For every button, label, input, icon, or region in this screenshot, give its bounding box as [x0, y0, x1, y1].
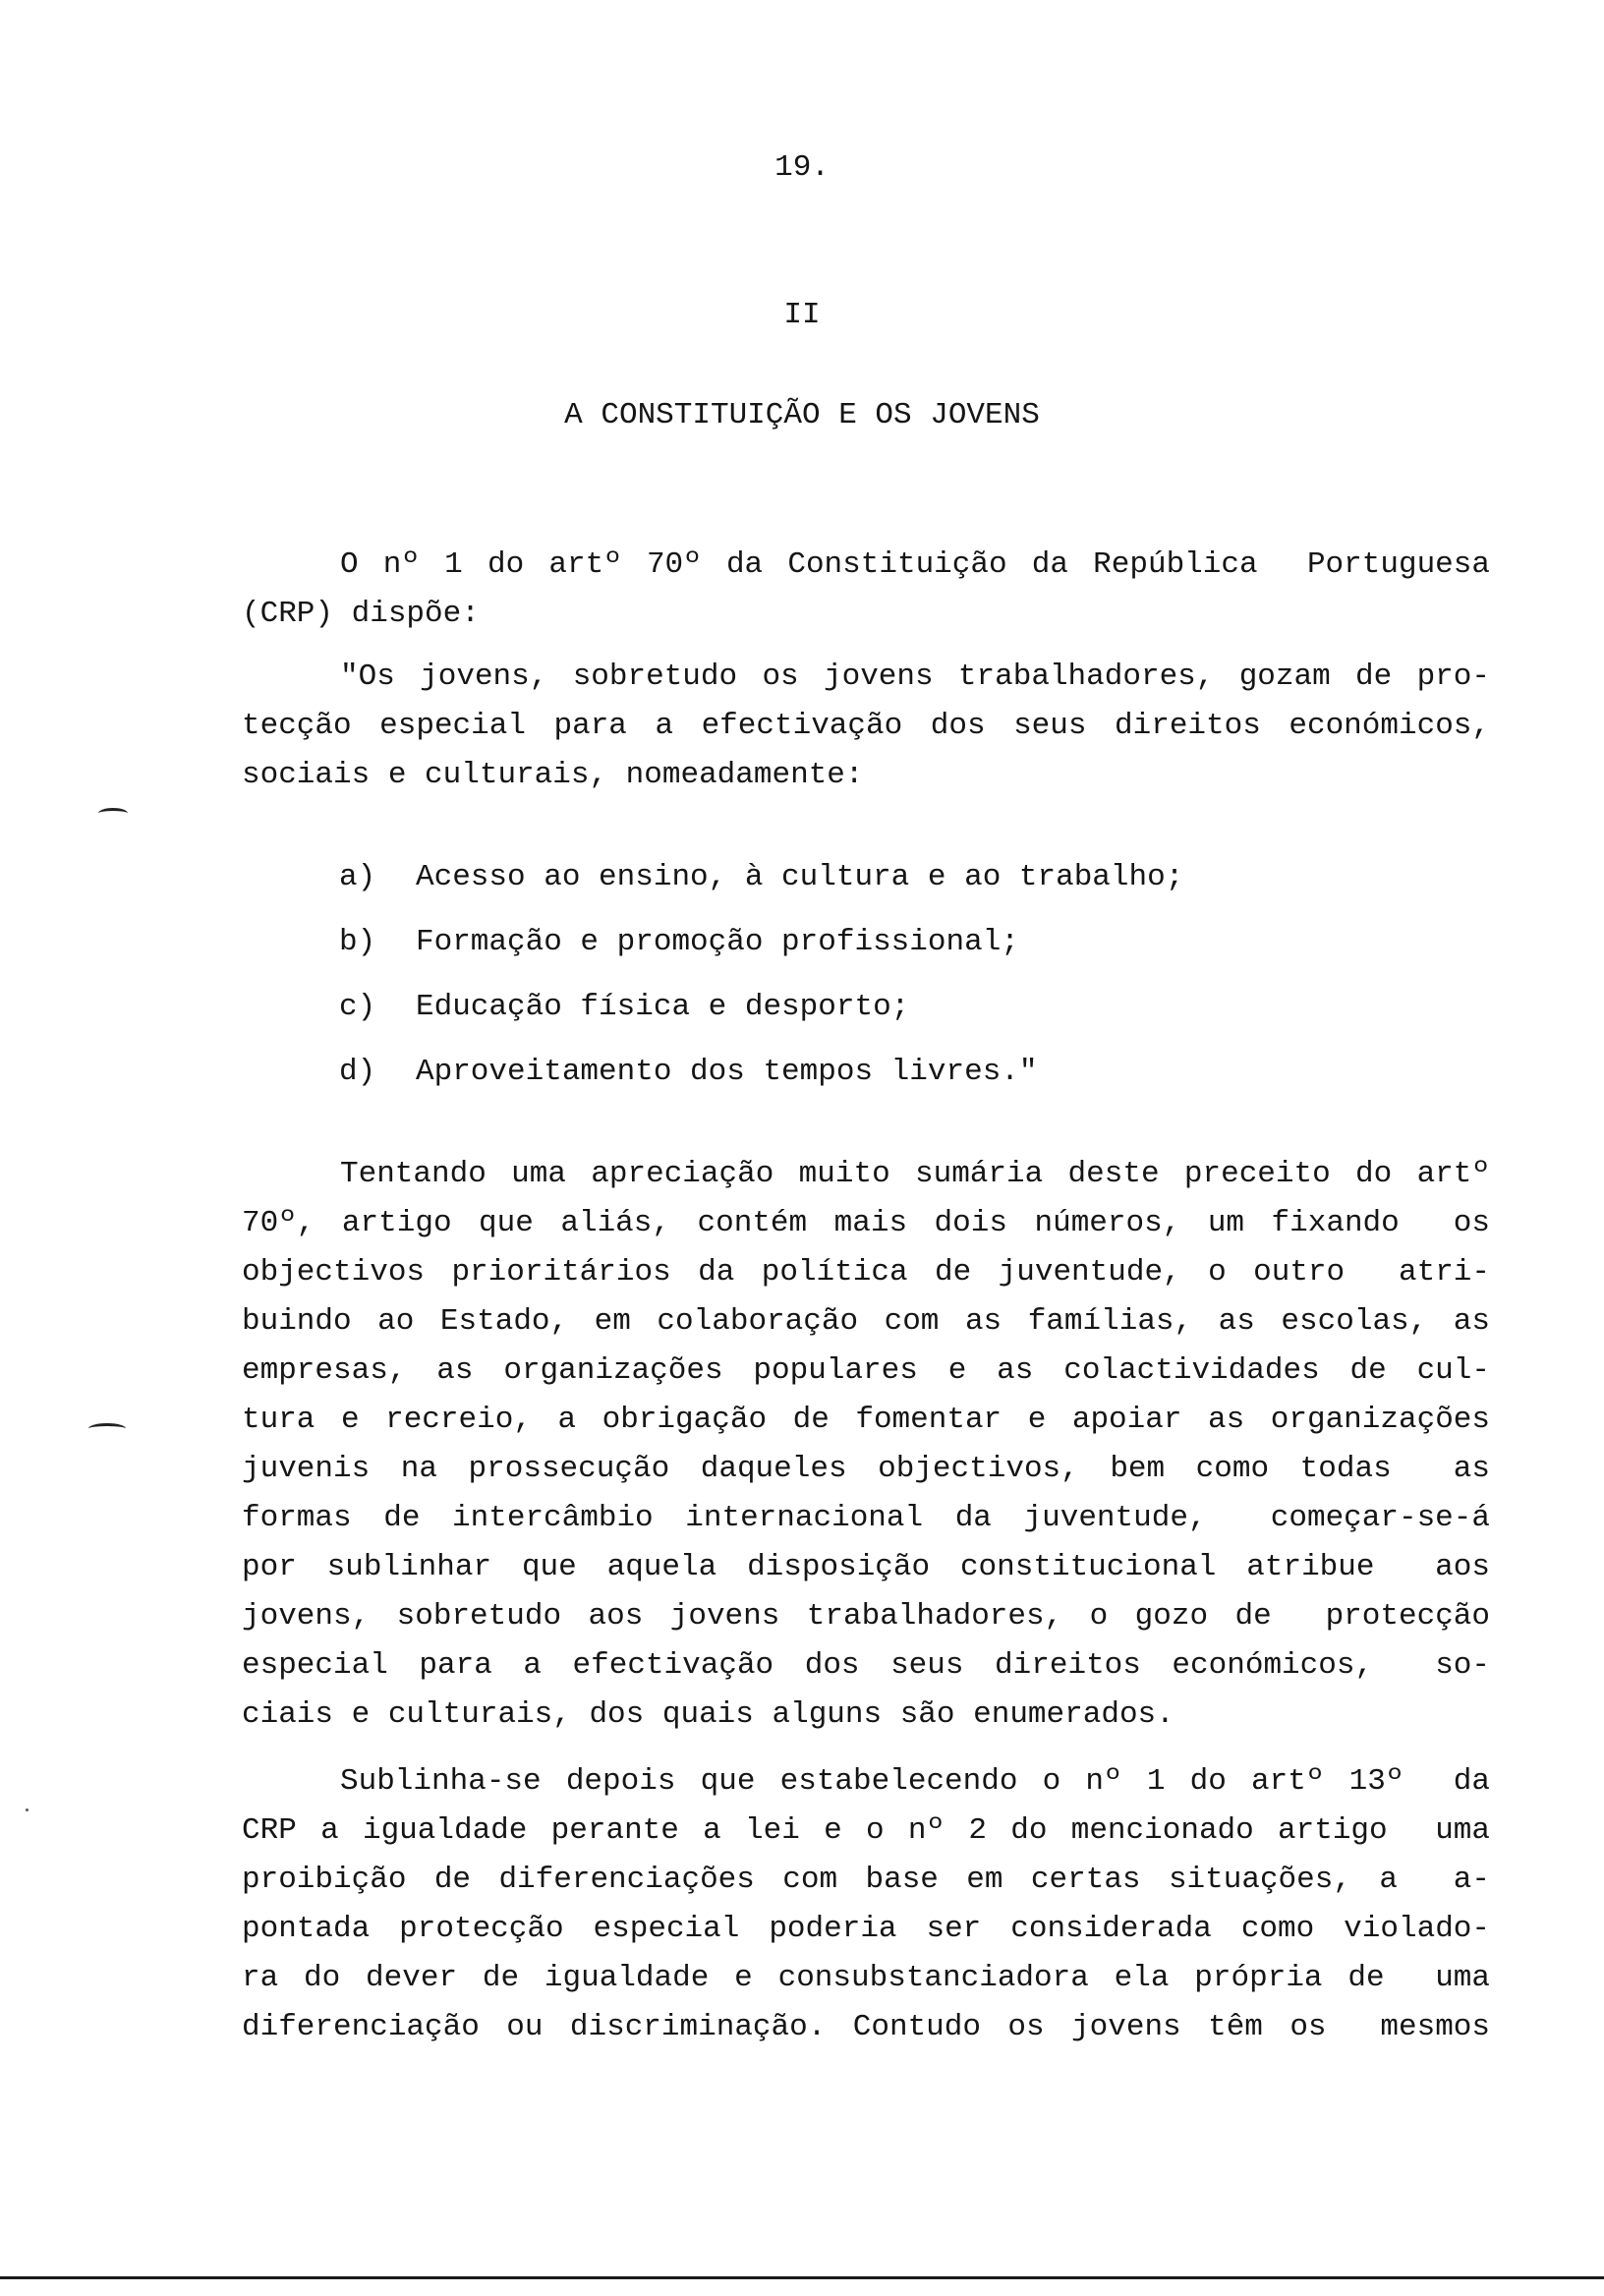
list-item-text: Acesso ao ensino, à cultura e ao trabalho; — [416, 860, 1184, 894]
list-item-letter: a) — [339, 860, 376, 894]
paragraph-line: Sublinha-se depois que estabelecendo o nº 1 do artº 13º da — [340, 1764, 1490, 1799]
paragraph-line: buindo ao Estado, em colaboração com as famílias, as escolas, as — [242, 1304, 1490, 1339]
list-item-text: Formação e promoção profissional; — [416, 925, 1019, 959]
paragraph-line: tura e recreio, a obrigação de fomentar e apoiar as organizações — [242, 1403, 1490, 1437]
paragraph-line: formas de intercâmbio internacional da juventude, começar-se-á — [242, 1501, 1490, 1535]
list-item-text: Educação física e desporto; — [416, 990, 910, 1024]
paragraph-line: ciais e culturais, dos quais alguns são enumerados. — [242, 1697, 1174, 1732]
paragraph-line: pontada protecção especial poderia ser considerada como violado- — [242, 1912, 1490, 1946]
list-item-text: Aproveitamento dos tempos livres." — [416, 1055, 1038, 1089]
list-item-letter: c) — [339, 990, 376, 1024]
paragraph-line: objectivos prioritários da política de juventude, o outro atri- — [242, 1255, 1490, 1290]
intro-line: O nº 1 do artº 70º da Constituição da República Portuguesa — [340, 547, 1490, 582]
margin-binder-mark — [88, 1423, 126, 1434]
quote-line: sociais e culturais, nomeadamente: — [242, 758, 864, 792]
paragraph-line: ra do dever de igualdade e consubstanciadora ela própria de uma — [242, 1961, 1490, 1995]
list-item-letter: b) — [339, 925, 376, 959]
paragraph-line: diferenciação ou discriminação. Contudo os jovens têm os mesmos — [242, 2010, 1490, 2044]
quote-line: tecção especial para a efectivação dos seus direitos económicos, — [242, 709, 1490, 743]
list-item-letter: d) — [339, 1055, 376, 1089]
paragraph-line: proibição de diferenciações com base em certas situações, a a- — [242, 1863, 1490, 1897]
paragraph-line: juvenis na prossecução daqueles objectivos, bem como todas as — [242, 1452, 1490, 1486]
page-number: 19. — [774, 150, 830, 185]
paragraph-line: Tentando uma apreciação muito sumária deste preceito do artº — [340, 1157, 1490, 1191]
chapter-title: A CONSTITUIÇÃO E OS JOVENS — [564, 398, 1040, 432]
margin-speck — [26, 1808, 29, 1811]
paragraph-line: CRP a igualdade perante a lei e o nº 2 do mencionado artigo uma — [242, 1813, 1490, 1848]
paragraph-line: jovens, sobretudo aos jovens trabalhadores, o gozo de protecção — [242, 1599, 1490, 1634]
page-bottom-edge — [0, 2276, 1604, 2279]
chapter-number: II — [783, 298, 821, 332]
paragraph-line: especial para a efectivação dos seus direitos económicos, so- — [242, 1648, 1490, 1683]
quote-line: "Os jovens, sobretudo os jovens trabalhadores, gozam de pro- — [340, 660, 1490, 694]
paragraph-line: 70º, artigo que aliás, contém mais dois números, um fixando os — [242, 1206, 1490, 1240]
paragraph-line: por sublinhar que aquela disposição constitucional atribue aos — [242, 1550, 1490, 1584]
margin-binder-mark — [98, 808, 128, 819]
intro-line: (CRP) dispõe: — [242, 597, 480, 631]
paragraph-line: empresas, as organizações populares e as colactividades de cul- — [242, 1353, 1490, 1388]
